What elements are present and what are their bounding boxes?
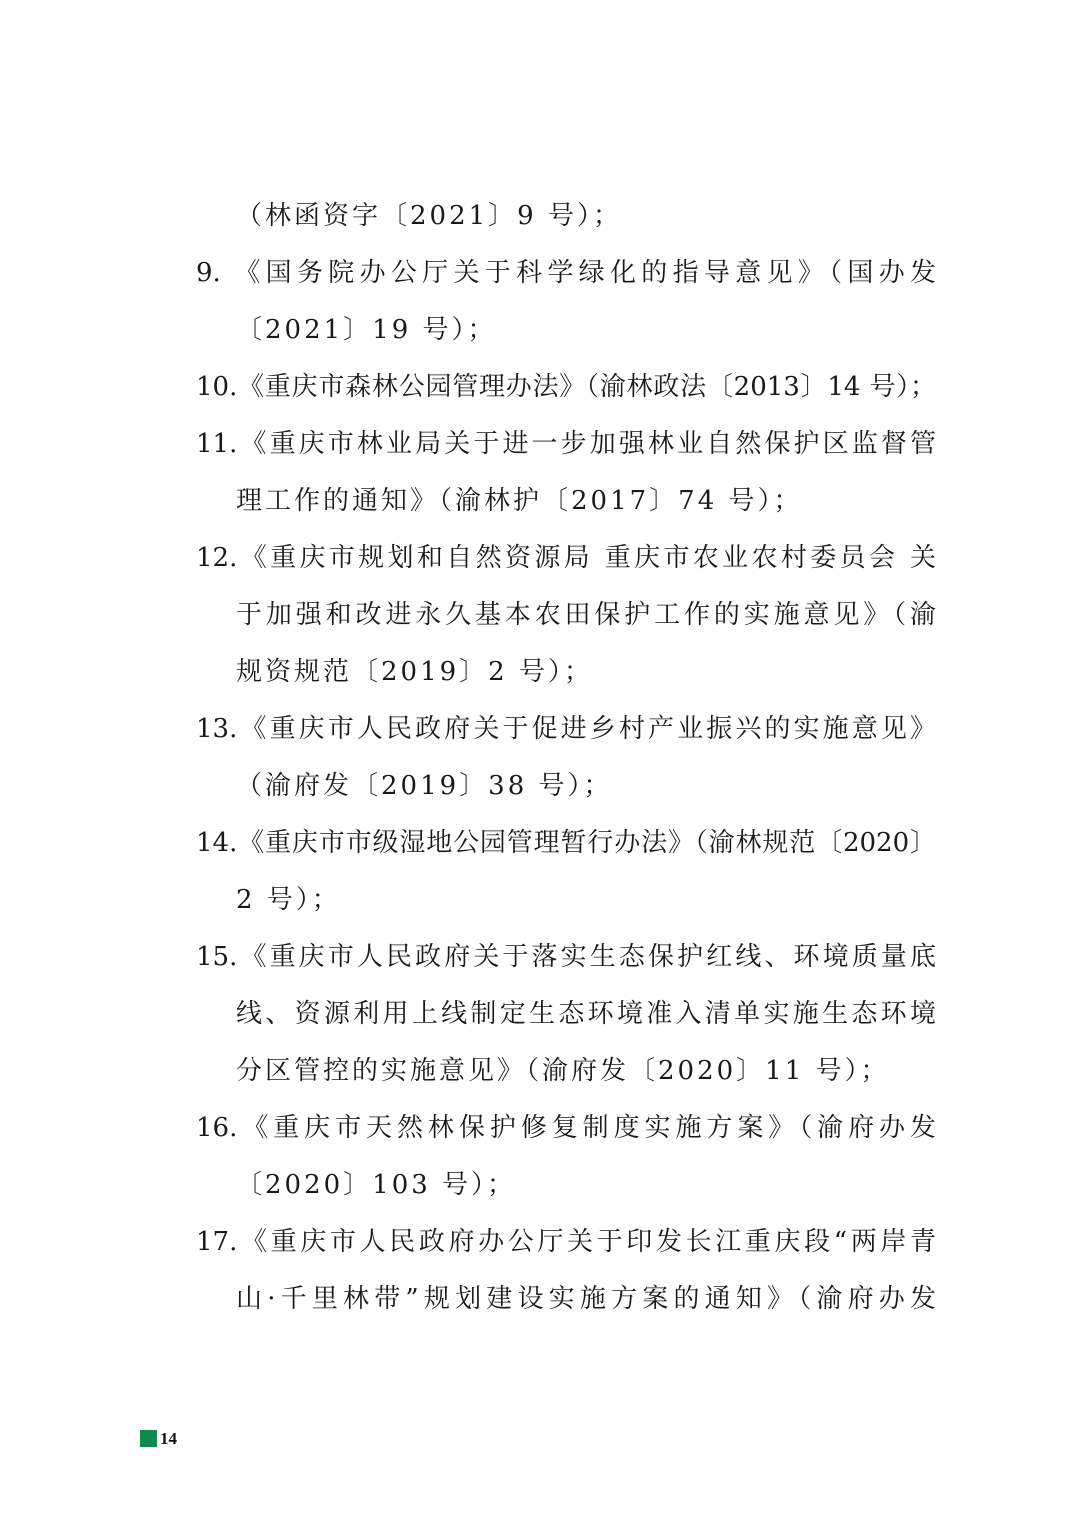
page-marker-square-icon xyxy=(140,1430,157,1447)
reference-line: 10.《重庆市森林公园管理办法》（渝林政法〔2013〕14 号）； xyxy=(196,372,936,402)
reference-line: 2 号）； xyxy=(236,885,341,915)
reference-line: 〔2020〕103 号）； xyxy=(236,1170,517,1200)
reference-line: 理工作的通知》（渝林护〔2017〕74 号）； xyxy=(236,486,803,516)
page-footer xyxy=(140,1430,177,1447)
reference-line: 于加强和改进永久基本农田保护工作的实施意见》（渝 xyxy=(236,600,936,630)
reference-line: 13.《重庆市人民政府关于促进乡村产业振兴的实施意见》 xyxy=(196,714,936,744)
reference-line: 17.《重庆市人民政府办公厅关于印发长江重庆段“两岸青 xyxy=(196,1227,936,1257)
reference-line: 〔2021〕19 号）； xyxy=(236,315,497,345)
reference-line: 规资规范〔2019〕2 号）； xyxy=(236,657,593,687)
reference-line: 14.《重庆市市级湿地公园管理暂行办法》（渝林规范〔2020〕 xyxy=(196,828,936,858)
reference-line: （渝府发〔2019〕38 号）； xyxy=(236,771,613,801)
reference-line: 分区管控的实施意见》（渝府发〔2020〕11 号）； xyxy=(236,1056,890,1086)
reference-line: 9. 《国务院办公厅关于科学绿化的指导意见》（国办发 xyxy=(196,258,936,288)
reference-line: （林函资字〔2021〕9 号）； xyxy=(236,201,622,231)
reference-line: 15.《重庆市人民政府关于落实生态保护红线、环境质量底 xyxy=(196,942,936,972)
page-number: 14 xyxy=(160,1429,177,1448)
reference-line: 山·千里林带”规划建设实施方案的通知》（渝府办发 xyxy=(236,1284,936,1314)
reference-line: 线、资源利用上线制定生态环境准入清单实施生态环境 xyxy=(236,999,936,1029)
reference-line: 16.《重庆市天然林保护修复制度实施方案》（渝府办发 xyxy=(196,1113,936,1143)
reference-line: 11.《重庆市林业局关于进一步加强林业自然保护区监督管 xyxy=(196,429,936,459)
reference-line: 12.《重庆市规划和自然资源局 重庆市农业农村委员会 关 xyxy=(196,543,936,573)
